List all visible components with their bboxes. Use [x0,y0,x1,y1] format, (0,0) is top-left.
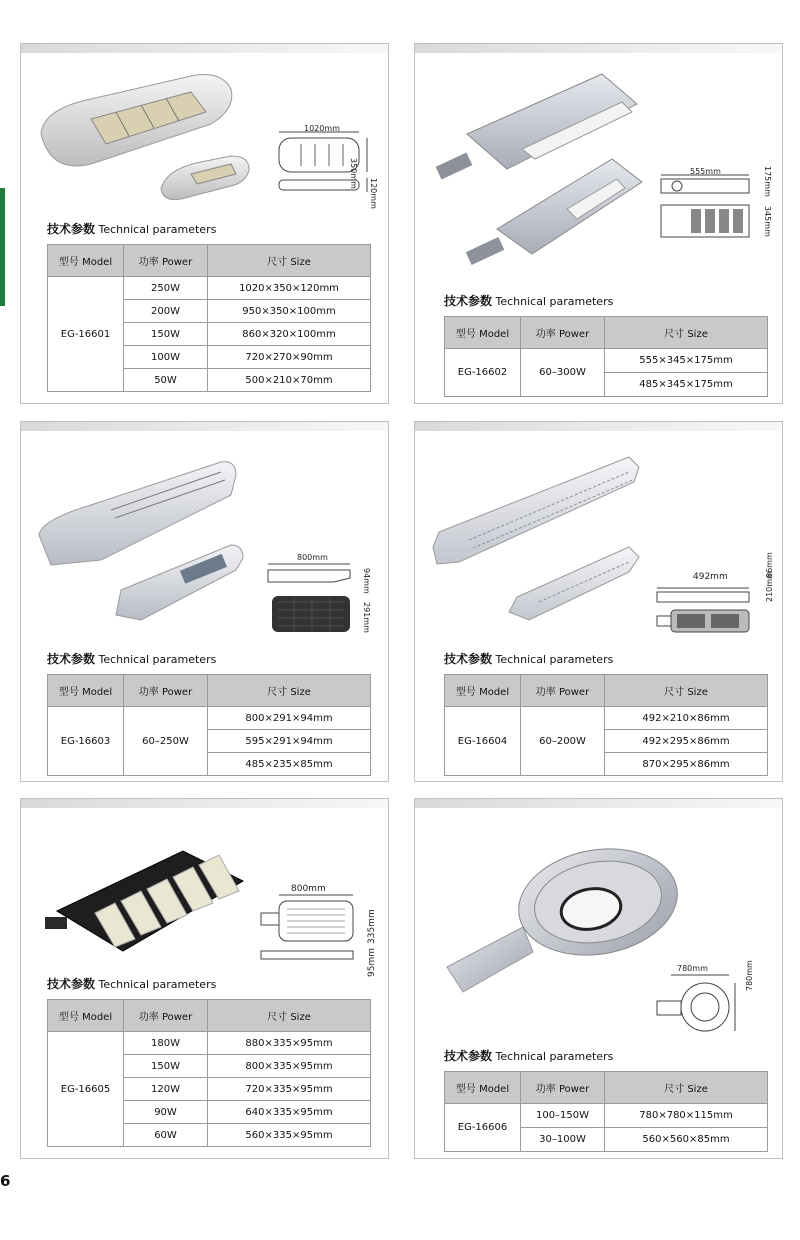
spec-table [444,674,768,776]
drawing-height-label: 335mm [367,909,377,944]
header-size: 尺寸 Size [208,1000,371,1032]
panel-top-bar [21,422,388,431]
header-model: 型号 Model [48,245,124,277]
header-size: 尺寸 Size [208,245,371,277]
size-cell: 492×295×86mm [605,730,768,753]
header-model: 型号 Model [48,675,124,707]
header-power: 功率 Power [521,1072,605,1104]
streetlight-photo [427,64,662,274]
header-power: 功率 Power [521,317,605,349]
panel-top-bar [415,422,782,431]
size-cell: 560×560×85mm [605,1128,768,1152]
header-model: 型号 Model [445,675,521,707]
params-title: 技术参数 Technical parameters [47,222,217,236]
drawing-height-label: 210mm [765,571,774,602]
drawing-depth-label: 291mm [362,602,371,633]
params-title: 技术参数 Technical parameters [444,294,614,308]
power-cell: 250W [124,277,208,300]
size-cell: 1020×350×120mm [208,277,371,300]
size-cell: 560×335×95mm [208,1124,371,1147]
header-power: 功率 Power [124,675,208,707]
header-size: 尺寸 Size [208,675,371,707]
spec-table [47,244,371,392]
size-cell: 500×210×70mm [208,369,371,392]
params-title: 技术参数 Technical parameters [47,652,217,666]
params-title: 技术参数 Technical parameters [444,1049,614,1063]
model-cell: EG-16601 [48,277,124,392]
power-cell: 60W [124,1124,208,1147]
power-cell: 60–300W [521,349,605,397]
header-model: 型号 Model [445,317,521,349]
panel-top-bar [415,44,782,53]
drawing-height-label: 780mm [745,960,754,991]
size-cell: 640×335×95mm [208,1101,371,1124]
dimension-drawing [264,560,359,638]
drawing-width-label: 800mm [291,884,326,894]
size-cell: 485×345×175mm [605,373,768,397]
size-cell: 492×210×86mm [605,707,768,730]
dimension-drawing [653,971,743,1046]
spec-table [444,316,768,397]
page-number: 6 [0,1172,11,1190]
size-cell: 720×335×95mm [208,1078,371,1101]
dimension-drawing [273,122,383,212]
dimension-drawing [257,891,367,971]
size-cell: 880×335×95mm [208,1032,371,1055]
drawing-width-label: 492mm [693,572,728,582]
model-cell: EG-16606 [445,1104,521,1152]
size-cell: 780×780×115mm [605,1104,768,1128]
model-cell: EG-16603 [48,707,124,776]
streetlight-photo [43,841,258,961]
drawing-depth-label: 345mm [763,206,772,237]
power-cell: 200W [124,300,208,323]
size-cell: 485×235×85mm [208,753,371,776]
params-title: 技术参数 Technical parameters [47,977,217,991]
header-power: 功率 Power [521,675,605,707]
product-panel-eg16603 [20,421,389,782]
header-model: 型号 Model [48,1000,124,1032]
header-size: 尺寸 Size [605,317,768,349]
size-cell: 720×270×90mm [208,346,371,369]
drawing-height-label: 175mm [763,166,772,197]
power-cell: 100–150W [521,1104,605,1128]
power-cell: 180W [124,1032,208,1055]
streetlight-photo [429,452,659,637]
header-model: 型号 Model [445,1072,521,1104]
panel-top-bar [21,44,388,53]
streetlight-photo [31,450,261,640]
drawing-width-label: 800mm [297,553,328,562]
streetlight-photo [443,837,678,1007]
panel-top-bar [415,799,782,808]
power-cell: 90W [124,1101,208,1124]
power-cell: 120W [124,1078,208,1101]
drawing-depth-label: 95mm [367,948,377,977]
dimension-drawing [653,169,768,244]
power-cell: 60–200W [521,707,605,776]
product-panel-eg16601 [20,43,389,404]
size-cell: 950×350×100mm [208,300,371,323]
model-cell: EG-16605 [48,1032,124,1147]
side-tab [0,188,5,306]
header-power: 功率 Power [124,1000,208,1032]
product-panel-eg16605 [20,798,389,1159]
product-panel-eg16604 [414,421,783,782]
size-cell: 870×295×86mm [605,753,768,776]
streetlight-photo [31,64,261,214]
size-cell: 595×291×94mm [208,730,371,753]
size-cell: 800×291×94mm [208,707,371,730]
size-cell: 800×335×95mm [208,1055,371,1078]
power-cell: 30–100W [521,1128,605,1152]
power-cell: 60–250W [124,707,208,776]
dimension-drawing [653,584,758,639]
spec-table [47,999,371,1147]
model-cell: EG-16604 [445,707,521,776]
spec-table [444,1071,768,1152]
drawing-depth-label: 120mm [369,178,378,209]
size-cell: 860×320×100mm [208,323,371,346]
size-cell: 555×345×175mm [605,349,768,373]
power-cell: 100W [124,346,208,369]
drawing-width-label: 555mm [690,167,721,176]
drawing-height-label: 94mm [362,568,371,594]
drawing-depth-label: 86mm [765,552,774,578]
header-size: 尺寸 Size [605,675,768,707]
drawing-width-label: 1020mm [304,124,340,133]
params-title: 技术参数 Technical parameters [444,652,614,666]
power-cell: 150W [124,323,208,346]
header-size: 尺寸 Size [605,1072,768,1104]
panel-top-bar [21,799,388,808]
power-cell: 150W [124,1055,208,1078]
product-panel-eg16606 [414,798,783,1159]
drawing-width-label: 780mm [677,964,708,973]
power-cell: 50W [124,369,208,392]
header-power: 功率 Power [124,245,208,277]
model-cell: EG-16602 [445,349,521,397]
spec-table [47,674,371,776]
drawing-height-label: 350mm [349,158,358,189]
product-panel-eg16602 [414,43,783,404]
